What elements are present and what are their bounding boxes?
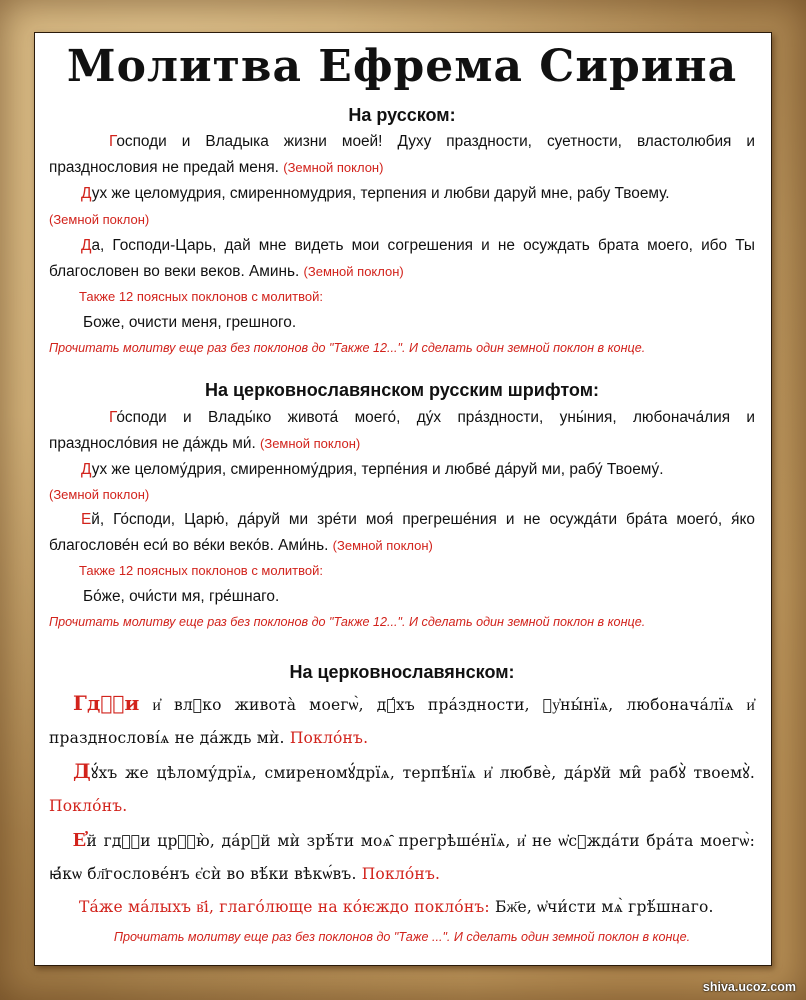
prayer-paragraph xyxy=(49,507,755,559)
bow-note: (Земной поклон) xyxy=(49,212,150,227)
section-heading-russian: На русском: xyxy=(348,105,456,125)
short-prayer xyxy=(49,891,755,924)
paragraph-text: й, Го́споди, Царю́, да́руй ми зре́ти моя́ прегреше́ния и не осужда́ти бра́та моего́, я́ко благослове́н еси́ во ве́ки веко́в. Ами́нь. xyxy=(49,511,755,554)
paragraph-text: ух же целому́дрия, смиренному́дрия, терпе́ния и любве́ да́руй ми, рабу́ Твоему́. xyxy=(91,461,664,478)
drop-cap: Гдⷭ҇и xyxy=(73,691,140,715)
bow-note: Покло́нъ. xyxy=(361,865,441,883)
prayer-paragraph xyxy=(49,457,755,483)
bow-note: (Земной поклон) xyxy=(260,436,361,451)
short-prayer: Боже, очисти меня, грешного. xyxy=(83,314,297,331)
bow-note: (Земной поклон) xyxy=(332,538,433,553)
paragraph-text: й гдⷭ҇и црⷭ҇ю̀, да́рꙋй мѝ зрѣ́ти моѧ̑ прегрѣше́нїѧ, и҆ не ѡ҆сꙋжда́ти бра́та моегѡ̀: ꙗ҆́кѡ бл҃гослове́нъ є҆сѝ во вѣ́ки вѣкѡ́въ. xyxy=(49,832,755,883)
drop-cap: Д xyxy=(81,237,92,254)
section-heading-csl-russian: На церковнославянском русским шрифтом: xyxy=(204,380,599,400)
drop-cap: Д xyxy=(81,185,92,202)
page-title: Молитва Ефрема Сирина xyxy=(66,41,738,92)
bow-note: Покло́нъ. xyxy=(289,729,369,747)
prayer-paragraph xyxy=(49,823,755,891)
instruction-note: Также 12 поясных поклонов с молитвой: xyxy=(79,563,323,578)
instruction-note: Также 12 поясных поклонов с молитвой: xyxy=(79,289,323,304)
drop-cap: Д xyxy=(81,461,92,478)
watermark: shiva.ucoz.com xyxy=(702,980,796,994)
bow-note: (Земной поклон) xyxy=(283,160,384,175)
prayer-paragraph xyxy=(49,687,755,755)
paragraph-text: ꙋ́хъ же цѣлому́дрїѧ, смиреномꙋ́дрїѧ, терпѣ́нїѧ и҆ любвѐ, да́рꙋй ми̑ рабꙋ̀ твоемꙋ̀. xyxy=(90,764,755,782)
paragraph-text: ух же целомудрия, смиренномудрия, терпения и любви даруй мне, рабу Твоему. xyxy=(91,185,670,202)
paragraph-text: а, Господи-Царь, дай мне видеть мои согрешения и не осуждать брата моего, ибо Ты благословен во веки веков. Аминь. xyxy=(49,237,755,280)
bow-note: (Земной поклон) xyxy=(303,264,404,279)
drop-cap: Е҆ xyxy=(73,827,87,851)
paragraph-text: и҆ влⷣко живота̀ моегѡ̀, дꙋ́хъ пра́здности, ᲂу҆ны́нїѧ, любонача́лїѧ и҆ празднослові́ѧ не да́ждь мѝ. xyxy=(49,696,755,747)
bow-note: Покло́нъ. xyxy=(49,797,128,815)
prayer-paragraph xyxy=(49,755,755,823)
instruction-note: Та́же ма́лыхъ в҃і, глаго́люще на ко́ѥждо покло́нъ: xyxy=(79,898,490,916)
short-prayer: Бо́же, очи́сти мя, гре́шнаго. xyxy=(83,588,280,605)
final-instruction: Прочитать молитву еще раз без поклонов до "Также 12...". И сделать один земной поклон в конце. xyxy=(49,615,646,629)
prayer-paragraph xyxy=(49,233,755,285)
prayer-paragraph xyxy=(49,129,755,181)
paragraph-text: Бж҃е, ѡ҆чи́сти мѧ̀ грѣ́шнаго. xyxy=(489,898,714,916)
drop-cap: Г xyxy=(109,409,117,426)
prayer-paragraph xyxy=(49,405,755,457)
paragraph-text: осподи и Владыка жизни моей! Духу праздности, суетности, властолюбия и празднословия не предай меня. xyxy=(49,133,755,176)
drop-cap: Е xyxy=(81,511,92,528)
final-instruction: Прочитать молитву еще раз без поклонов до "Также 12...". И сделать один земной поклон в конце. xyxy=(49,341,646,355)
prayer-paragraph xyxy=(49,181,755,207)
drop-cap: Г xyxy=(109,133,117,150)
final-instruction: Прочитать молитву еще раз без поклонов до "Таже ...". И сделать один земной поклон в конце. xyxy=(113,930,691,944)
drop-cap: Д xyxy=(73,759,91,783)
prayer-sheet xyxy=(34,32,772,966)
section-heading-csl: На церковнославянском: xyxy=(289,662,515,682)
bow-note: (Земной поклон) xyxy=(49,487,150,502)
paragraph-text: о́споди и Влады́ко живота́ моего́, ду́х пра́здности, уны́ния, любонача́лия и праздносло́вия не да́ждь ми́. xyxy=(49,409,755,452)
